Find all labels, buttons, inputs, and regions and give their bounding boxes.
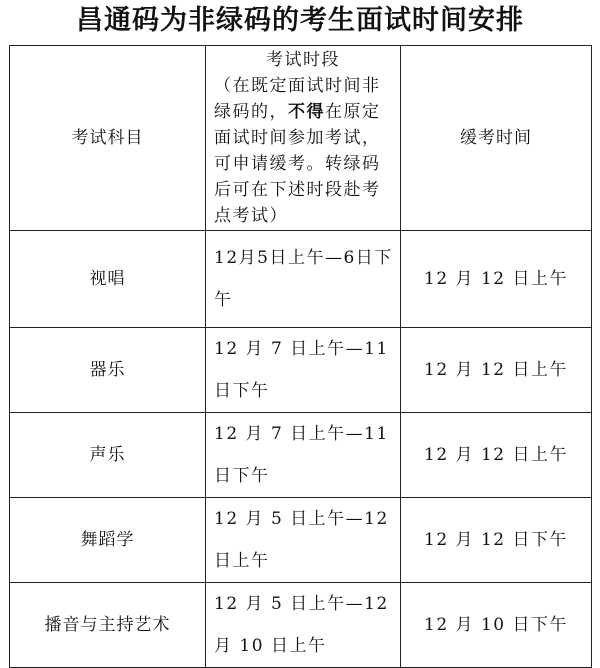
header-defer: 缓考时间	[401, 46, 592, 231]
subject-cell: 视唱	[10, 231, 206, 328]
subject-cell: 播音与主持艺术	[10, 583, 206, 668]
period-cell: 12 月 5 日上午—12 日上午	[206, 498, 401, 583]
table-row	[10, 498, 592, 583]
header-subject: 考试科目	[10, 46, 206, 231]
schedule-table	[9, 45, 592, 668]
period-cell: 12 月 5 日上午—12 月 10 日上午	[206, 583, 401, 668]
header-period-note	[206, 73, 400, 229]
defer-cell: 12 月 10 日下午	[401, 583, 592, 668]
subject-cell: 声乐	[10, 413, 206, 498]
defer-cell: 12 月 12 日上午	[401, 231, 592, 328]
table-row	[10, 328, 592, 413]
period-cell: 12月5日上午—6日下午	[206, 231, 401, 328]
subject-cell: 舞蹈学	[10, 498, 206, 583]
defer-cell: 12 月 12 日上午	[401, 413, 592, 498]
period-cell: 12 月 7 日上午—11 日下午	[206, 413, 401, 498]
period-cell: 12 月 7 日上午—11 日下午	[206, 328, 401, 413]
page-title: 昌通码为非绿码的考生面试时间安排	[76, 5, 524, 36]
period-note-after: 在原定面试时间参加考试，可申请缓考。转绿码后可在下述时段赴考点考试）	[214, 102, 381, 226]
header-period	[206, 46, 401, 231]
table-row	[10, 413, 592, 498]
defer-cell: 12 月 12 日上午	[401, 328, 592, 413]
table-row	[10, 583, 592, 668]
period-note-emphasis: 不得	[288, 102, 325, 122]
table-header-row	[10, 46, 592, 231]
table-row	[10, 231, 592, 328]
subject-cell: 器乐	[10, 328, 206, 413]
period-note-before: （在既定面试时间非绿码的，	[214, 76, 381, 122]
defer-cell: 12 月 12 日下午	[401, 498, 592, 583]
header-period-title: 考试时段	[266, 50, 340, 70]
